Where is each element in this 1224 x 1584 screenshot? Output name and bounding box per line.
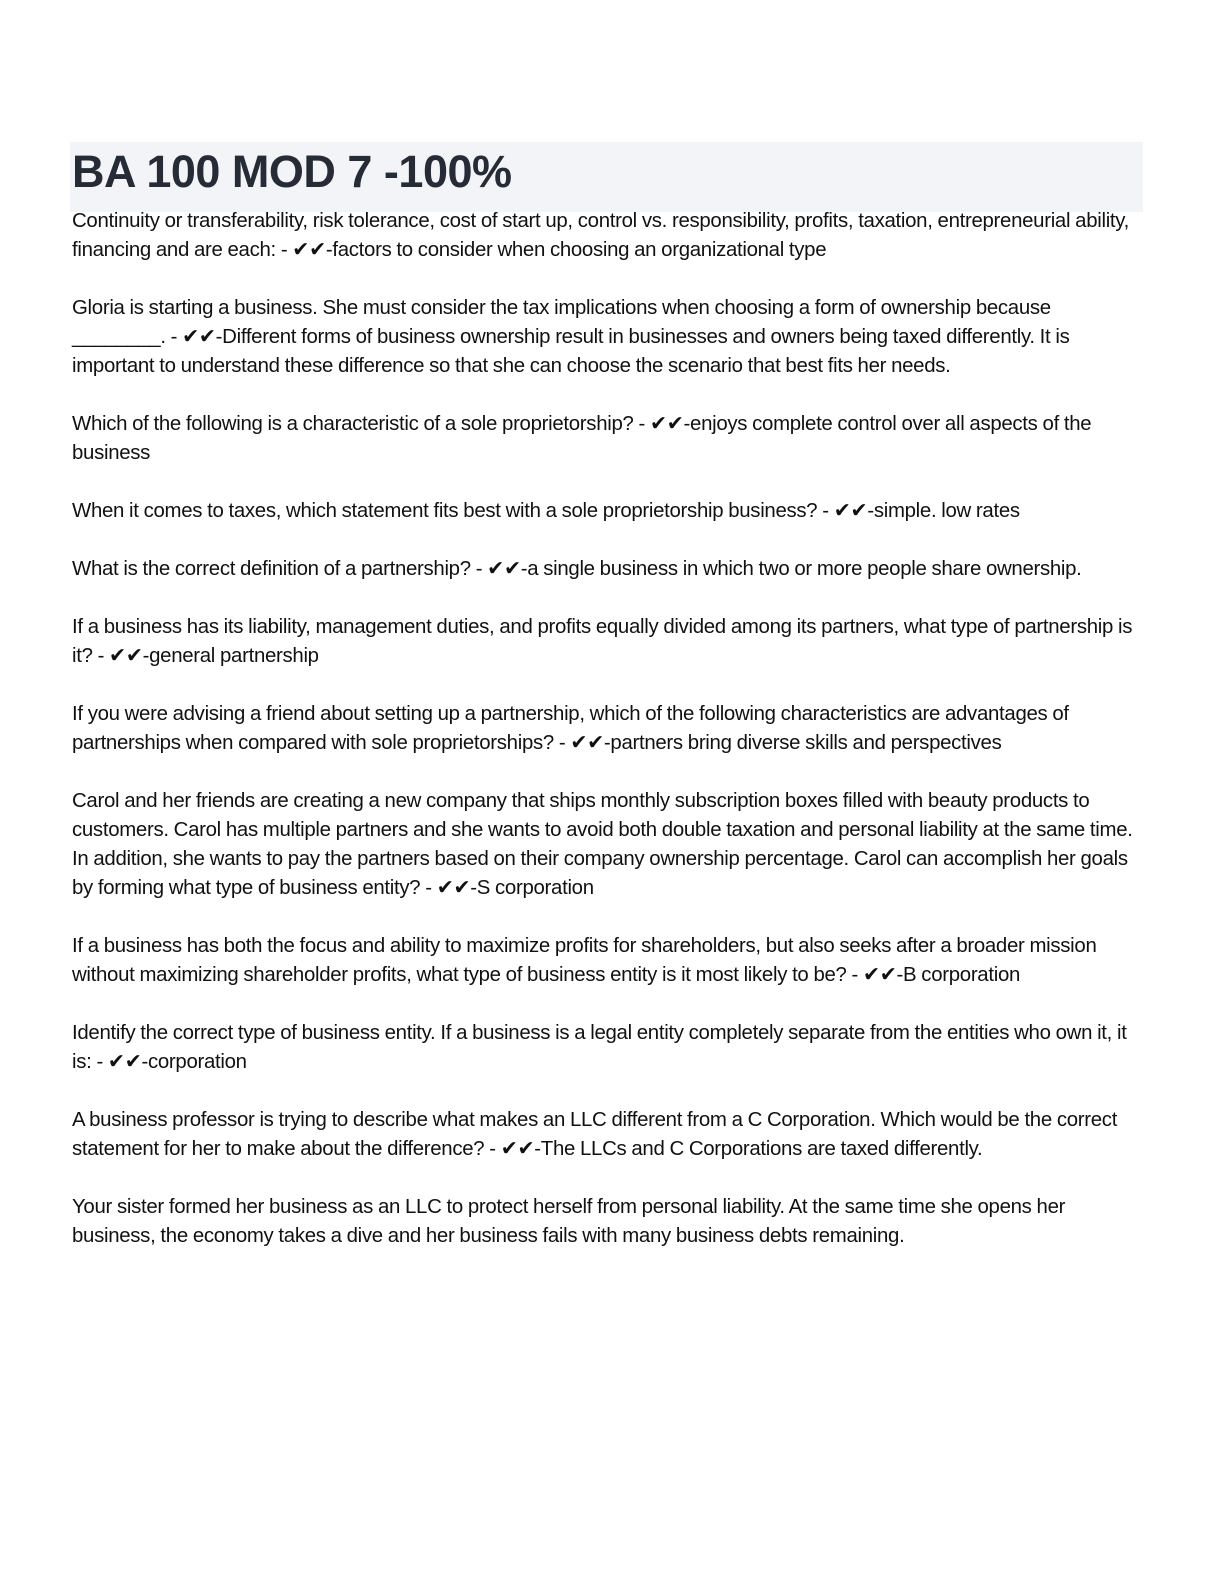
qa-item-2: Gloria is starting a business. She must consider the tax implications when choosing a form of ownership because ________. - ✔✔-Different forms of business ownership result in businesses and owners being taxed differently. It is important to understand these difference so that she can choose the scenario that best fits her needs. [72, 297, 1070, 377]
qa-item-12: Your sister formed her business as an LLC to protect herself from personal liability. At the same time she opens her business, the economy takes a dive and her business fails with many business debts remaining. [72, 1196, 1066, 1247]
qa-item-1: Continuity or transferability, risk tolerance, cost of start up, control vs. responsibility, profits, taxation, entrepreneurial ability, financing and are each: - ✔✔-factors to consider when choosing an organizational type [72, 210, 1130, 261]
page-title: BA 100 MOD 7 -100% [72, 146, 512, 197]
qa-item-6: If a business has its liability, management duties, and profits equally divided among its partners, what type of partnership is it? - ✔✔-general partnership [72, 616, 1133, 667]
qa-item-9: If a business has both the focus and ability to maximize profits for shareholders, but also seeks after a broader mission without maximizing shareholder profits, what type of business entity is it most likely to be? - ✔✔-B corporation [72, 935, 1097, 986]
qa-item-5: What is the correct definition of a partnership? - ✔✔-a single business in which two or more people share ownership. [72, 558, 1082, 580]
qa-item-10: Identify the correct type of business entity. If a business is a legal entity completely separate from the entities who own it, it is: - ✔✔-corporation [72, 1022, 1127, 1073]
qa-item-3: Which of the following is a characteristic of a sole proprietorship? - ✔✔-enjoys complete control over all aspects of the business [72, 413, 1092, 464]
qa-item-8: Carol and her friends are creating a new company that ships monthly subscription boxes filled with beauty products to customers. Carol has multiple partners and she wants to avoid both double taxation and personal liability at the same time. In addition, she wants to pay the partners based on their company ownership percentage. Carol can accomplish her goals by forming what type of business entity? - ✔✔-S corporation [72, 790, 1133, 899]
qa-item-7: If you were advising a friend about setting up a partnership, which of the following characteristics are advantages of partnerships when compared with sole proprietorships? - ✔✔-partners bring diverse skills and perspectives [72, 703, 1069, 754]
qa-list [72, 207, 1144, 1280]
qa-item-4: When it comes to taxes, which statement fits best with a sole proprietorship business? - ✔✔-simple. low rates [72, 500, 1020, 522]
qa-item-11: A business professor is trying to describe what makes an LLC different from a C Corporation. Which would be the correct statement for her to make about the difference? - ✔✔-The LLCs and C Corporations are taxed differently. [72, 1109, 1118, 1160]
